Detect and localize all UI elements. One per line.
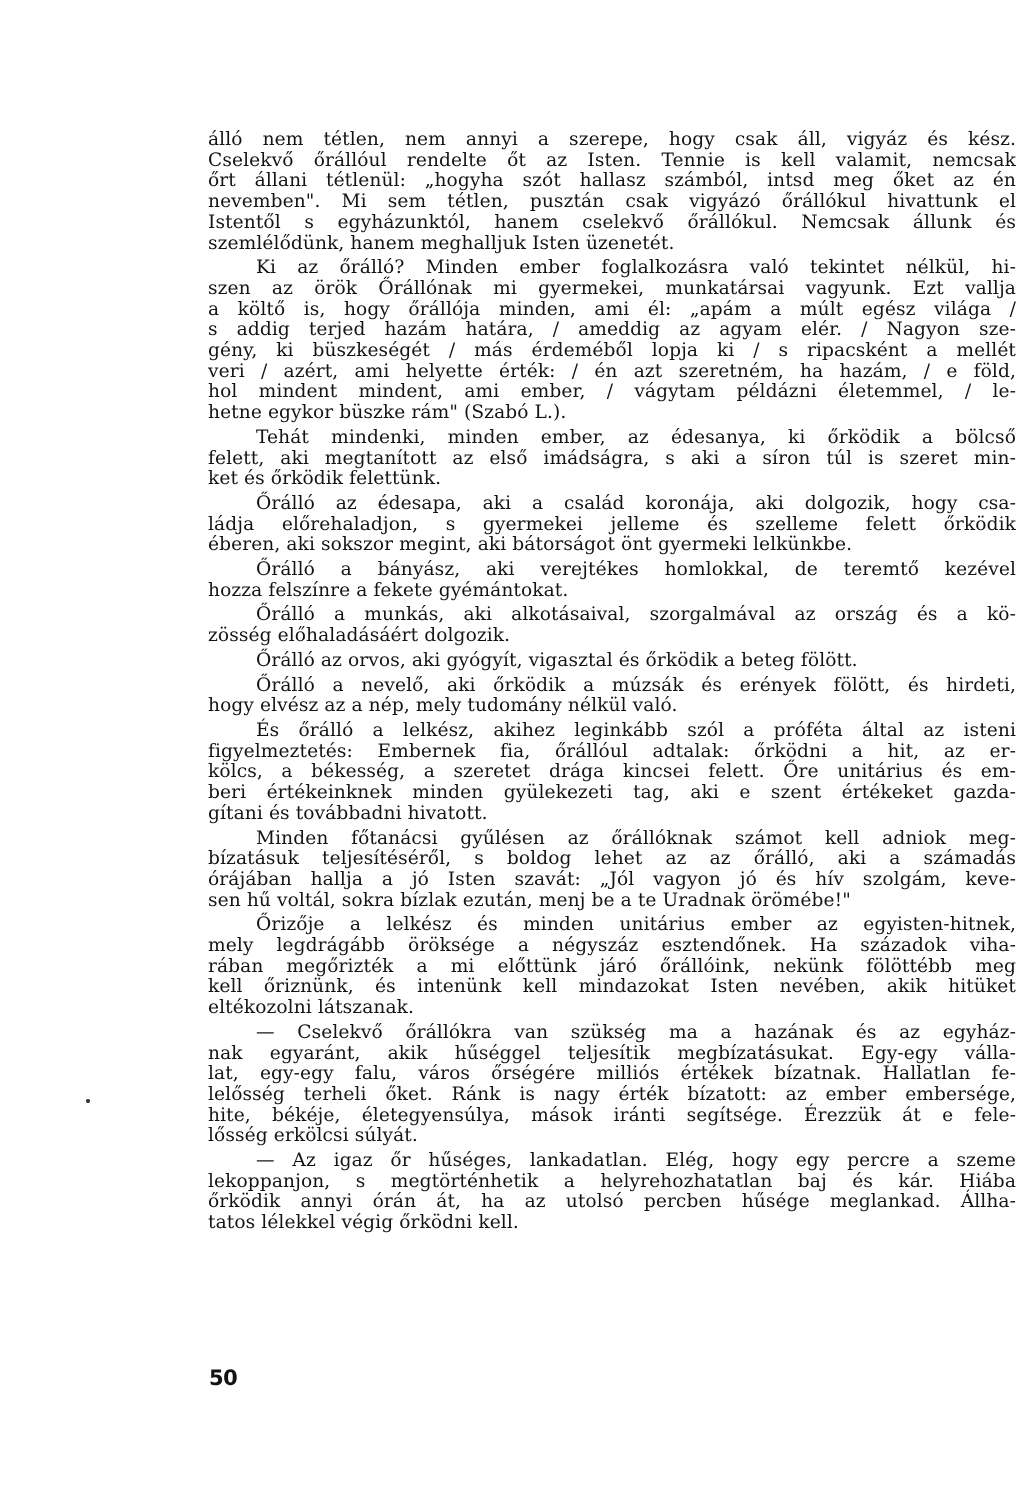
text-line: eltékozolni látszanak. [208,997,415,1019]
paragraph [208,676,1016,717]
text-line: Őrálló a munkás, aki alkotásaival, szorgalmával az ország és a kö- [256,604,1016,626]
paragraph [208,651,1016,672]
text-line: szen az örök Őrállónak mi gyermekei, munkatársai vagyunk. Ezt vallja [208,277,1016,299]
text-line: Ki az őrálló? Minden ember foglalkozásra való tekintet nélkül, hi- [256,257,1016,279]
text-line: hogy elvész az a nép, mely tudomány nélkül való. [208,695,678,717]
paragraph [208,560,1016,601]
text-line: órájában hallja a jó Isten szavát: „Jól vagyon jó és hív szolgám, keve- [208,868,1016,890]
text-line: rában megőrizték a mi előttünk járó őrállóink, nekünk fölöttébb meg [208,955,1016,977]
text-line: tatos lélekkel végig őrködni kell. [208,1212,519,1234]
text-line: — Az igaz őr hűséges, lankadatlan. Elég, hogy egy percre a szeme [256,1150,1016,1172]
text-line: lat, egy-egy falu, város őrségére milliós értékek bízatnak. Hallatlan fe- [208,1063,1016,1085]
text-line: álló nem tétlen, nem annyi a szerepe, hogy csak áll, vigyáz és kész. [208,129,1016,150]
text-column [208,130,1016,1234]
text-line: lelősség terheli őket. Ránk is nagy érték bízatott: az ember embersége, [208,1083,1016,1105]
paragraph [208,130,1016,254]
text-line: bízatásuk teljesítéséről, s boldog lehet az az őrálló, aki a számadás [208,848,1016,870]
text-line: kölcs, a békesség, a szeretet drága kincsei felett. Őre unitárius és em- [208,761,1016,783]
text-line: kell őriznünk, és intenünk kell mindazokat Isten nevében, akik hitüket [208,976,1016,998]
text-line: veri / azért, ami helyette érték: / én azt szeretném, ha hazám, / e föld, [208,360,1016,382]
text-line: Tehát mindenki, minden ember, az édesanya, ki őrködik a bölcső [256,426,1016,448]
text-line: mely legdrágább öröksége a négyszáz esztendőnek. Ha századok viha- [208,935,1016,957]
text-line: s addig terjed hazám határa, / ameddig az agyam elér. / Nagyon sze- [208,319,1016,341]
paragraph [208,915,1016,1019]
text-line: szemlélődünk, hanem meghalljuk Isten üzenetét. [208,232,675,254]
text-line: őrködik annyi órán át, ha az utolsó percben hűsége meglankad. Állha- [208,1191,1016,1213]
paragraph [208,829,1016,912]
text-line: ládja előrehaladjon, s gyermekei jelleme és szelleme felett őrködik [208,513,1016,535]
text-line: beri értékeinknek minden gyülekezeti tag, aki e szent értékeket gazda- [208,782,1016,804]
text-line: És őrálló a lelkész, akihez leginkább szól a próféta által az isteni [256,719,1016,741]
text-line: Istentől s egyházunktól, hanem cselekvő őrállókul. Nemcsak állunk és [208,211,1016,233]
text-line: a költő is, hogy őrállója minden, ami él: „apám a múlt egész világa / [208,298,1016,320]
text-line: ket és őrködik felettünk. [208,468,442,490]
text-line: gítani és továbbadni hivatott. [208,802,488,824]
paragraph [208,605,1016,646]
text-line: őrt állani tétlenül: „hogyha szót hallasz számból, intsd meg őket az én [208,170,1016,192]
paragraph [208,1023,1016,1147]
page-number: 50 [209,1366,238,1390]
paragraph [208,1151,1016,1234]
text-line: gény, ki büszkeségét / más érdeméből lopja ki / s ripacsként a mellét [208,340,1016,362]
text-line: nak egyaránt, akik hűséggel teljesítik megbízatásukat. Egy-egy válla- [208,1042,1016,1064]
text-line: hetne egykor büszke rám" (Szabó L.). [208,402,567,424]
text-line: lekoppanjon, s megtörténhetik a helyrehozhatatlan baj és kár. Hiába [208,1170,1016,1192]
page-body [208,130,1016,1238]
text-line: Őrálló az orvos, aki gyógyít, vigasztal és őrködik a beteg fölött. [256,649,858,671]
print-speck [86,1099,90,1103]
text-line: sen hű voltál, sokra bízlak ezután, menj be a te Uradnak örömébe!" [208,889,851,911]
text-line: Őrálló a bányász, aki verejtékes homlokkal, de teremtő kezével [256,559,1016,581]
text-line: nevemben". Mi sem tétlen, pusztán csak vigyázó őrállókul hivattunk el [208,191,1016,213]
text-line: Minden főtanácsi gyűlésen az őrállóknak számot kell adniok meg- [256,827,1016,849]
text-line: lősség erkölcsi súlyát. [208,1125,418,1147]
text-line: felett, aki megtanított az első imádságra, s aki a síron túl is szeret min- [208,447,1016,469]
text-line: figyelmeztetés: Embernek fia, őrállóul adtalak: őrködni a hit, az er- [208,740,1016,762]
text-line: hozza felszínre a fekete gyémántokat. [208,579,569,601]
text-line: Cselekvő őrállóul rendelte őt az Isten. Tennie is kell valamit, nemcsak [208,149,1016,171]
paragraph [208,258,1016,424]
text-line: Őrálló a nevelő, aki őrködik a múzsák és erények fölött, és hirdeti, [256,674,1016,696]
paragraph [208,428,1016,490]
paragraph [208,494,1016,556]
text-line: — Cselekvő őrállókra van szükség ma a hazának és az egyház- [256,1021,1016,1043]
text-line: hol mindent mindent, ami ember, / vágytam példázni életemmel, / le- [208,381,1016,403]
text-line: éberen, aki sokszor megint, aki bátorságot önt gyermeki lelkünkbe. [208,534,853,556]
paragraph [208,721,1016,825]
text-line: hite, békéje, életegyensúlya, mások iránti segítsége. Érezzük át e fele- [208,1104,1016,1126]
text-line: zösség előhaladásáért dolgozik. [208,625,511,647]
text-line: Őrálló az édesapa, aki a család koronája, aki dolgozik, hogy csa- [256,492,1016,514]
text-line: Őrizője a lelkész és minden unitárius ember az egyisten-hitnek, [256,914,1016,936]
